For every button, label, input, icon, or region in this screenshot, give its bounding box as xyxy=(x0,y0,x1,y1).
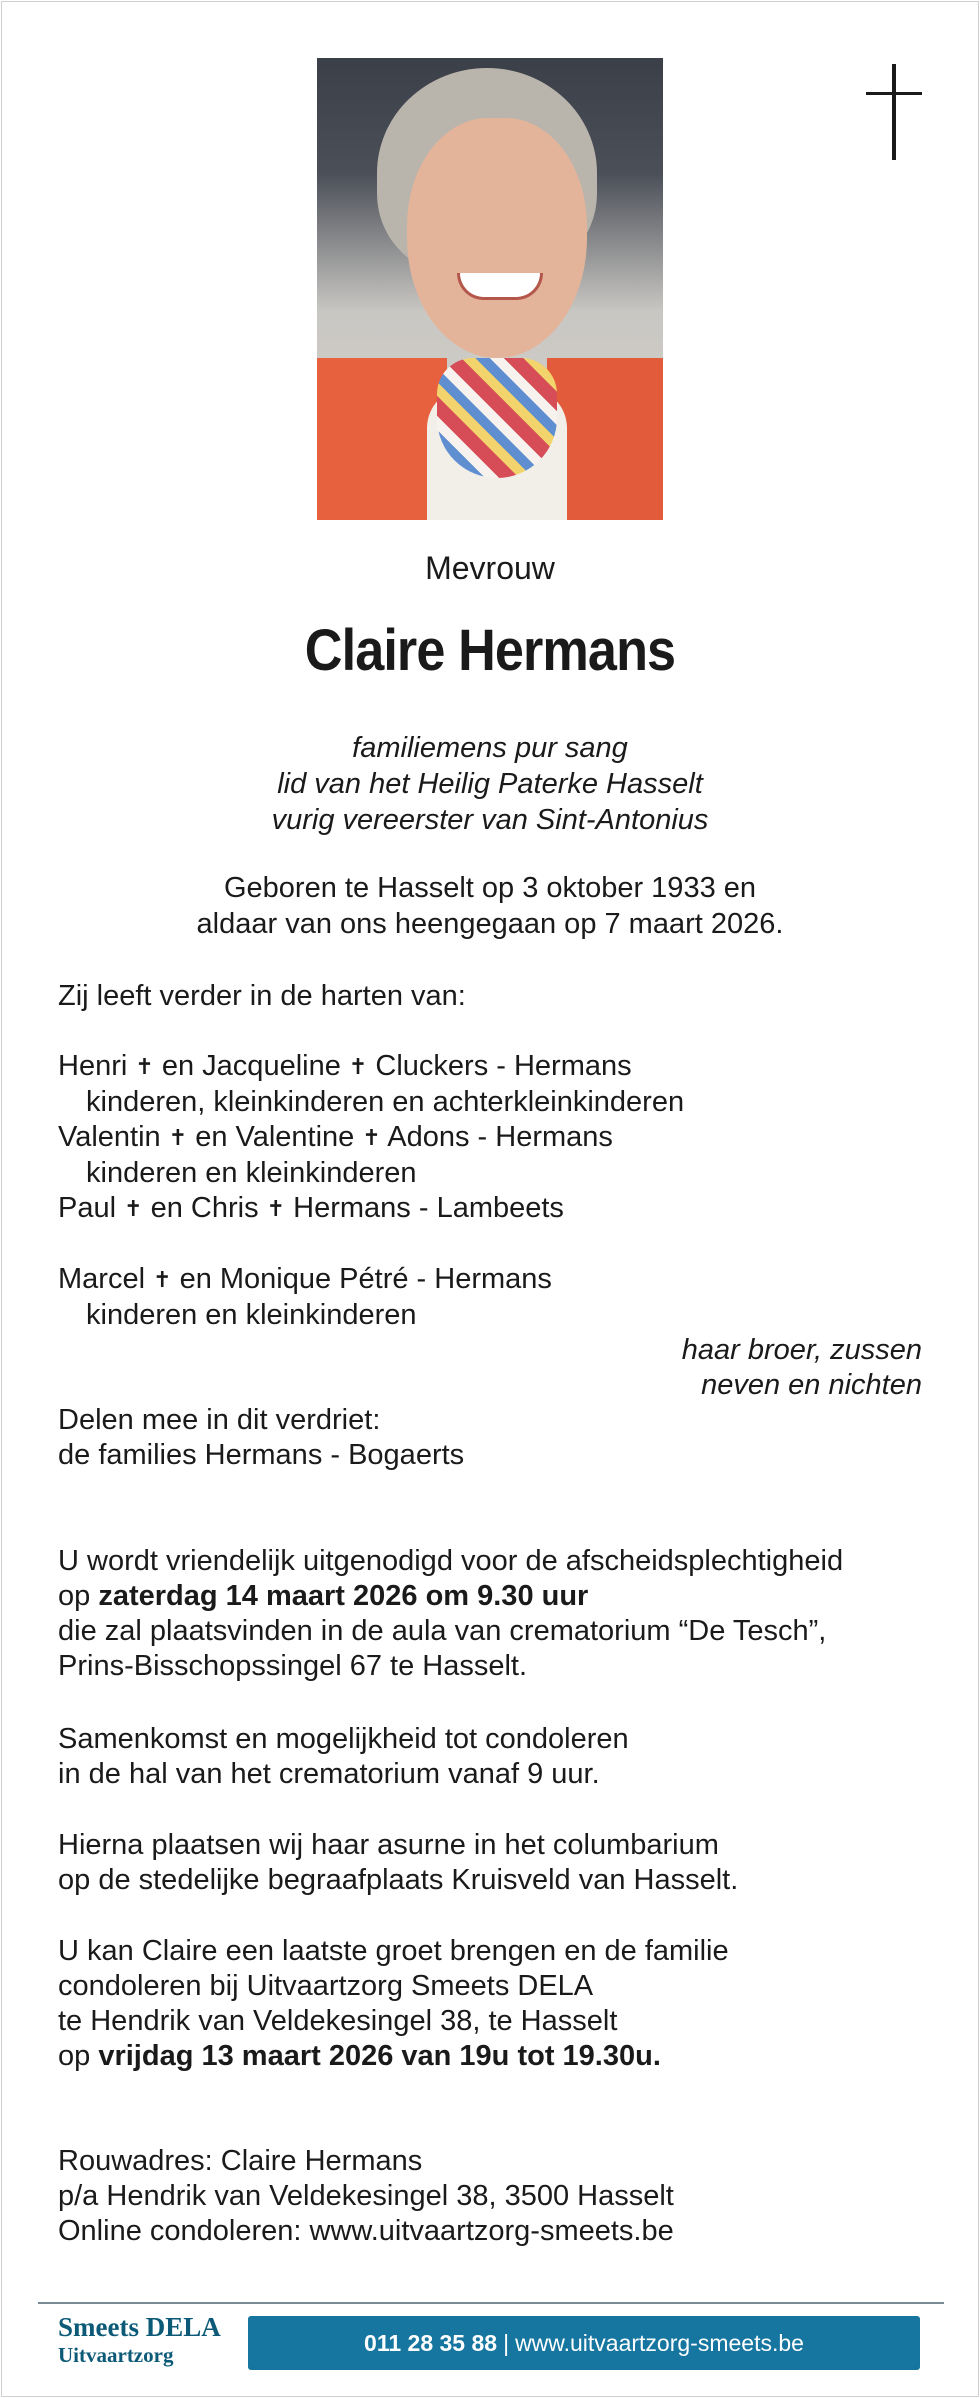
logo-subtitle: Uitvaartzorg xyxy=(58,2343,174,2367)
visit-date-line: op vrijdag 13 maart 2026 van 19u tot 19.30u. xyxy=(58,2040,661,2072)
small-cross-icon: ✝ xyxy=(348,1054,368,1079)
latin-cross-icon xyxy=(866,64,922,160)
survivors-intro: Zij leeft verder in de harten van: xyxy=(58,980,466,1012)
visit-date: vrijdag 13 maart 2026 van 19u tot 19.30u. xyxy=(98,2040,661,2072)
funeral-home-logo xyxy=(58,2312,258,2378)
phone-number[interactable]: 011 28 35 88 xyxy=(364,2330,498,2356)
family-subline: kinderen, kleinkinderen en achterkleinkinderen xyxy=(86,1086,685,1118)
family-subline: kinderen en kleinkinderen xyxy=(86,1299,417,1331)
ceremony-section xyxy=(58,1544,938,1684)
salutation: Mevrouw xyxy=(425,550,555,586)
epithet-line: familiemens pur sang xyxy=(352,732,628,764)
mourning-address: Rouwadres: Claire Hermans xyxy=(58,2145,423,2177)
address-section xyxy=(58,2144,938,2249)
epithet-line: vurig vereerster van Sint-Antonius xyxy=(271,804,709,836)
deceased-name: Claire Hermans xyxy=(304,618,676,683)
small-cross-icon: ✝ xyxy=(362,1125,381,1150)
website-link[interactable]: www.uitvaartzorg-smeets.be xyxy=(515,2330,804,2356)
family-line: Valentin ✝ en Valentine ✝ Adons - Hermans xyxy=(58,1121,613,1153)
visit-section: U kan Claire een laatste groet brengen en de familie condoleren bij Uitvaartzorg Smeets DELA te Hendrik van Veldekesingel 38, te Hasselt op vrijdag 13 maart 2026 van 19u tot 19.30u. xyxy=(58,1934,938,2074)
relation-line: neven en nichten xyxy=(701,1369,922,1401)
ceremony-date: zaterdag 14 maart 2026 om 9.30 uur xyxy=(98,1580,589,1612)
ceremony-date-line: op zaterdag 14 maart 2026 om 9.30 uur xyxy=(58,1580,589,1612)
gathering-section: Samenkomst en mogelijkheid tot condoleren in de hal van het crematorium vanaf 9 uur. xyxy=(58,1723,629,1790)
small-cross-icon: ✝ xyxy=(124,1196,143,1221)
shared-grief-families: de families Hermans - Bogaerts xyxy=(58,1439,465,1471)
survivors-section xyxy=(58,979,938,1473)
epithets xyxy=(0,730,980,838)
birth-death-notice xyxy=(0,870,980,942)
shared-grief-intro: Delen mee in dit verdriet: xyxy=(58,1404,381,1436)
footer-divider xyxy=(38,2302,944,2304)
family-subline: kinderen en kleinkinderen xyxy=(86,1157,417,1189)
small-cross-icon: ✝ xyxy=(135,1054,154,1079)
epithet-line: lid van het Heilig Paterke Hasselt xyxy=(277,768,703,800)
contact-bar xyxy=(248,2316,920,2370)
ceremony-line: die zal plaatsvinden in de aula van crematorium “De Tesch”, xyxy=(58,1615,827,1647)
ceremony-line: Prins-Bisschopssingel 67 te Hasselt. xyxy=(58,1650,528,1682)
online-condolence[interactable]: Online condoleren: www.uitvaartzorg-smeets.be xyxy=(58,2215,674,2247)
separator: | xyxy=(503,2330,510,2356)
columbarium-section: Hierna plaatsen wij haar asurne in het columbarium op de stedelijke begraafplaats Kruisveld van Hasselt. xyxy=(58,1829,739,1896)
mourning-address-street: p/a Hendrik van Veldekesingel 38, 3500 Hasselt xyxy=(58,2180,674,2212)
family-line: Marcel ✝ en Monique Pétré - Hermans xyxy=(58,1263,552,1295)
small-cross-icon: ✝ xyxy=(153,1267,172,1292)
portrait-photo xyxy=(317,58,663,520)
small-cross-icon: ✝ xyxy=(168,1125,188,1150)
relation-line: haar broer, zussen xyxy=(681,1334,922,1366)
logo-brand: Smeets DELA xyxy=(58,2312,221,2342)
family-line: Paul ✝ en Chris ✝ Hermans - Lambeets xyxy=(58,1192,564,1224)
small-cross-icon: ✝ xyxy=(266,1196,286,1221)
ceremony-line: U wordt vriendelijk uitgenodigd voor de afscheidsplechtigheid xyxy=(58,1545,844,1577)
death-line: aldaar van ons heengegaan op 7 maart 2026. xyxy=(196,908,784,940)
birth-line: Geboren te Hasselt op 3 oktober 1933 en xyxy=(223,872,757,904)
family-line: Henri ✝ en Jacqueline ✝ Cluckers - Hermans xyxy=(58,1050,632,1082)
